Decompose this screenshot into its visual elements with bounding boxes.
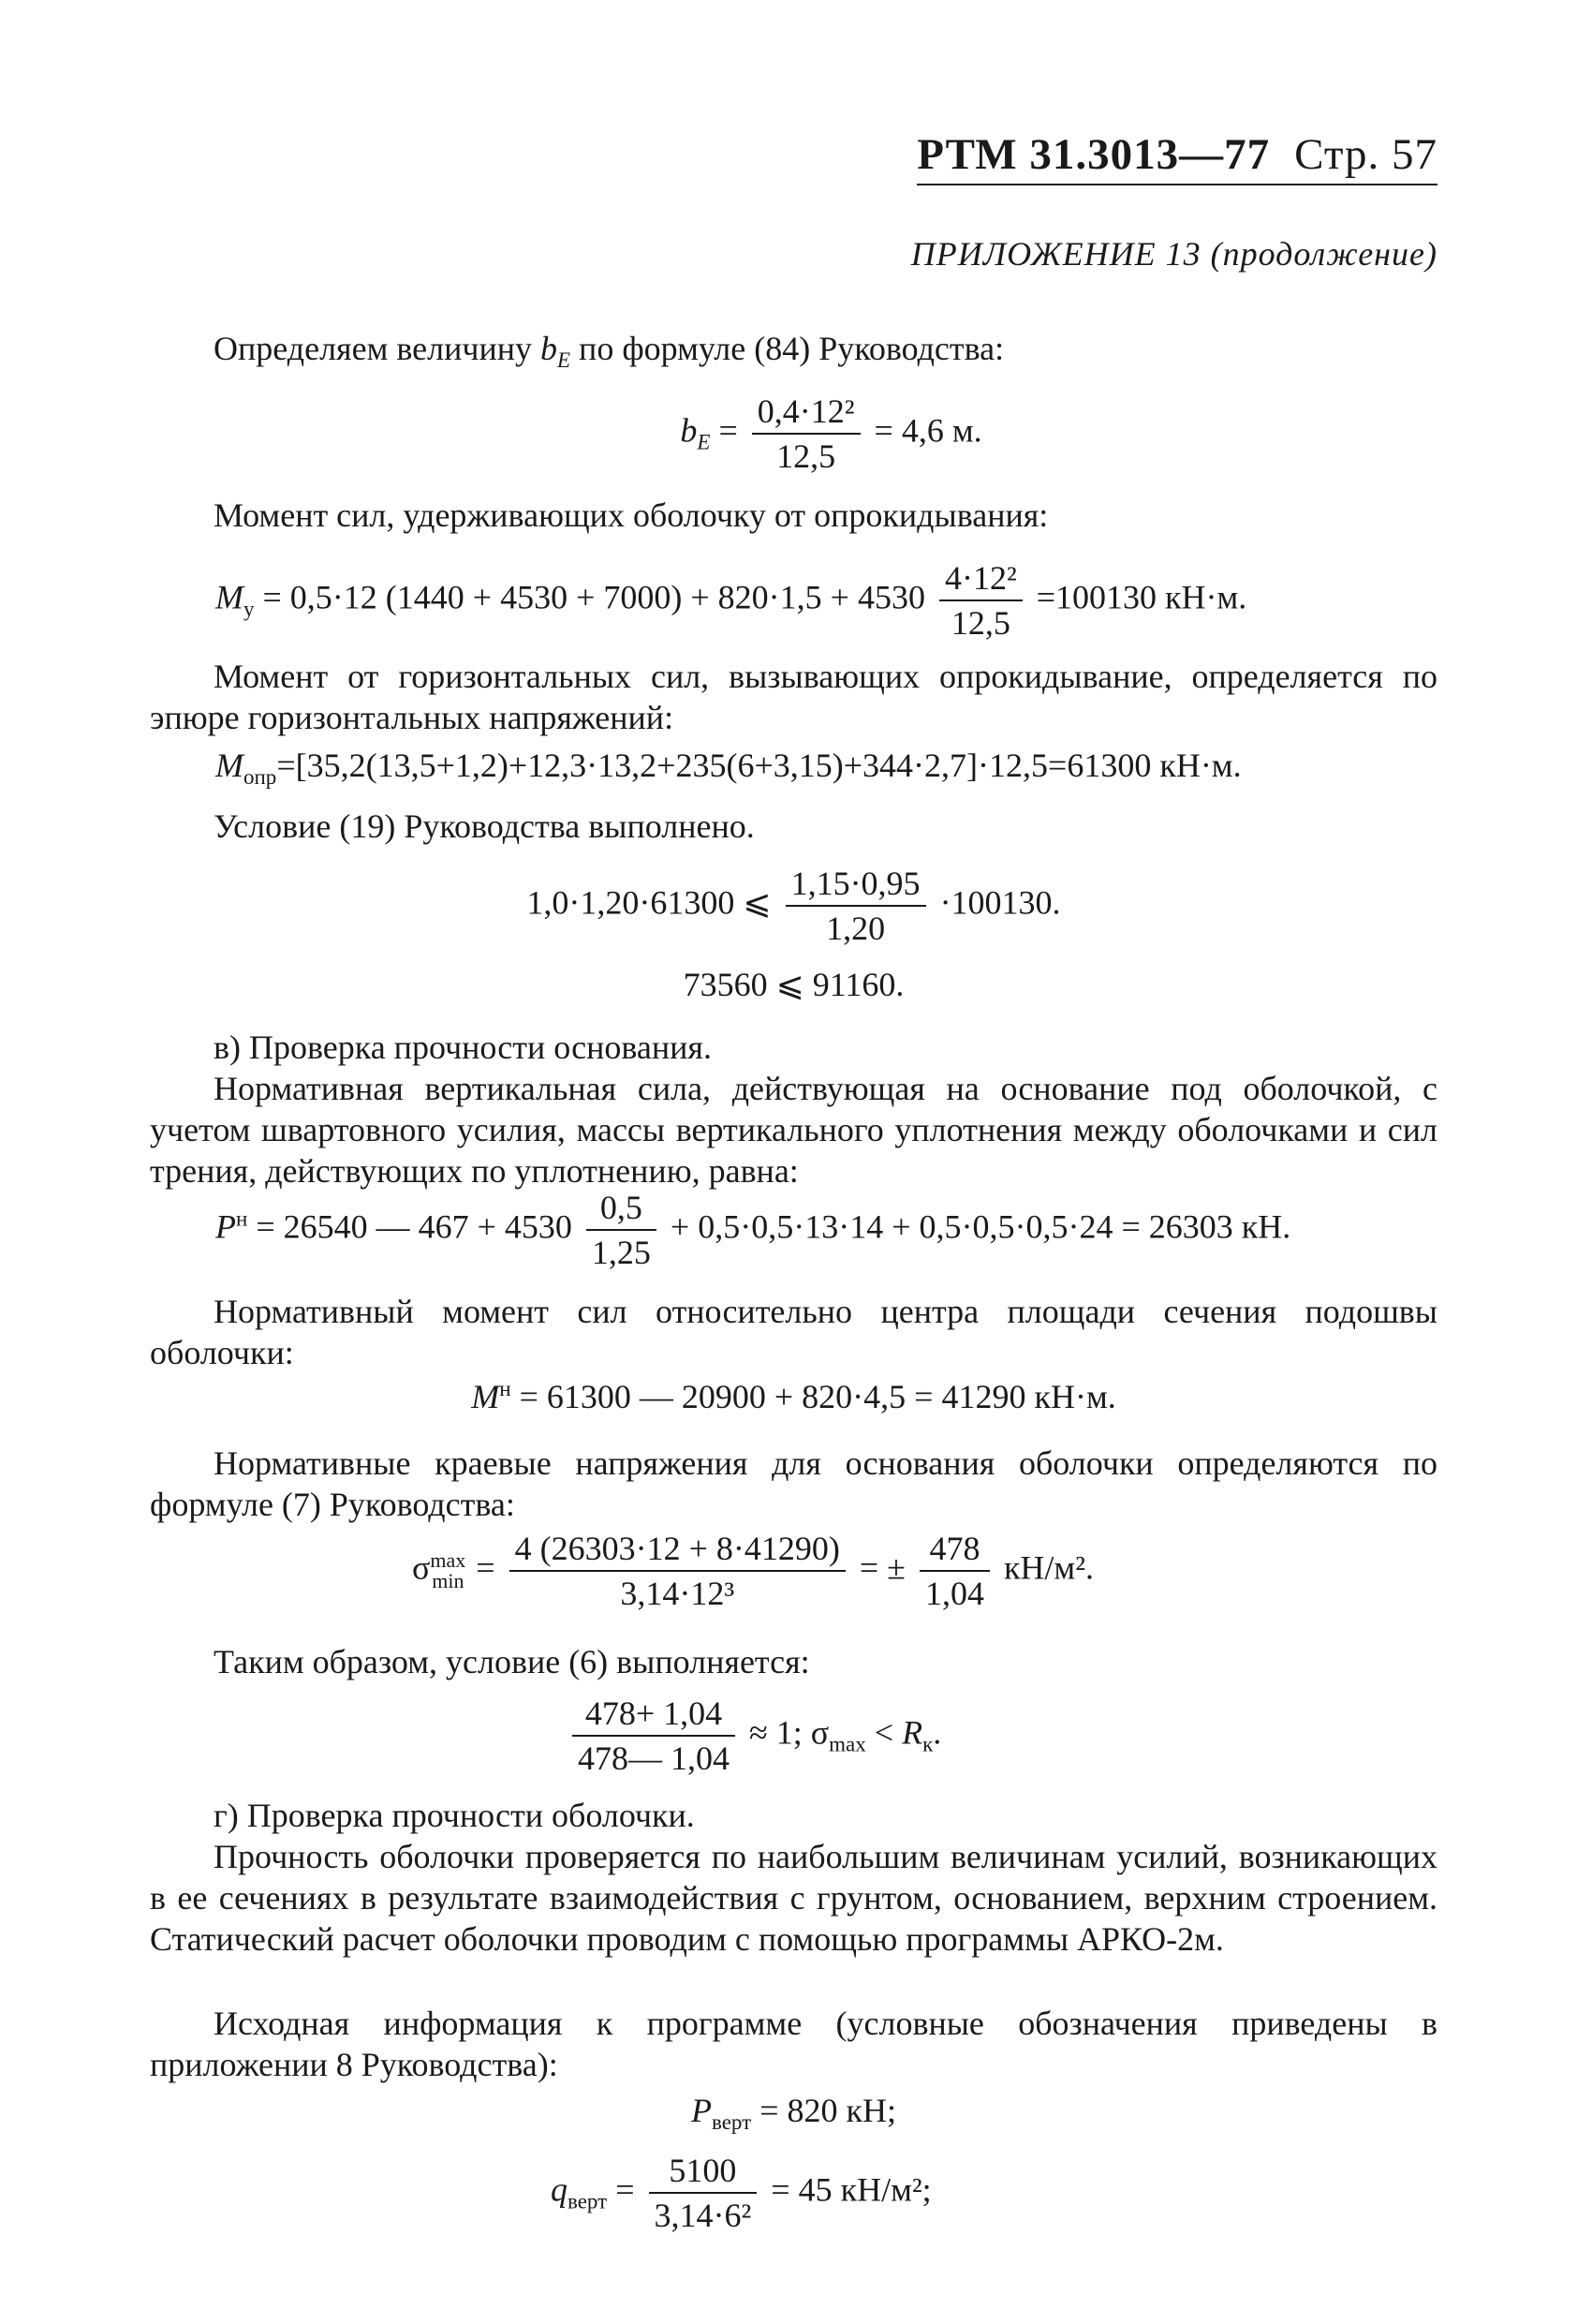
page-number: Стр. 57 (1294, 130, 1437, 179)
formula-My: $M_у = 0,5\cdot 12$ (1440 + 4530 + 7000) + 820·1,5 + 4530 $\frac{\text{4·12²}}{12,5}$ =100130 кН·м. (215, 559, 1247, 642)
formula-bE: $b_E$ = $\frac{\text{0,4·12²}}{12,5}$ = 4,6 м. (680, 392, 982, 475)
section-v-heading: в) Проверка прочности основания. (214, 1029, 712, 1066)
fraction: $\frac{0,5}{1,25}$ (586, 1188, 656, 1272)
formula-Mopr: $M_{опр}=[35,2(13,5+1,2)+12,3\cdot 13,2+235(6+3,15)+344\cdot 2,7]\cdot 12,5=61300$ кН·м. (215, 747, 1242, 790)
document-code: РТМ 31.3013—77 (917, 130, 1271, 179)
paragraph-vertical-force: Нормативная вертикальная сила, действующая на основание под оболочкой, с учетом швартовного усилия, массы вертикального уплотнения между оболочками и сил трения, действующих по уплотнению, равна: (150, 1070, 1437, 1190)
paragraph-normative-moment: Нормативный момент сил относительно центра площади сечения подошвы оболочки: (150, 1293, 1437, 1371)
formula-Pn: $P^н = 26540$ — 467 + 4530 $\frac{0,5}{1,25}$ + 0,5·0,5·13·14 + 0,5·0,5·0,5·24 = 26303 кН. (215, 1189, 1291, 1271)
formula-qvert: $q_{верт}$ = $\frac{5100}{\text{3,14·6²}}$ = 45 кН/м²; (551, 2152, 932, 2234)
paragraph-shell-strength: Прочность оболочки проверяется по наибольшим величинам усилий, возникающих в ее сечениях в результате взаимодействия с грунтом, основанием, верхним строением. Статический расчет оболочки проводим с помощью программы АРКО-2м. (150, 1838, 1437, 1958)
fraction: $\frac{\text{0,4·12²}}{12,5}$ (752, 392, 861, 476)
appendix-label: ПРИЛОЖЕНИЕ 13 (продолжение) (910, 235, 1437, 273)
formula-Pvert: $P_{верт} = 820$ кН; (691, 2092, 896, 2135)
paragraph-edge-stresses: Нормативные краевые напряжения для основания оболочки определяются по формуле (7) Руководства: (150, 1444, 1437, 1523)
page-header (917, 129, 1437, 185)
formula-sigma-max-min: σ max min = $\frac{4 (26303\cdot 12 + 8\cdot 41290)}{\text{3,14·12³}}$ = ± $\frac{478}{1,04}$ кН/м². (412, 1530, 1095, 1612)
paragraph-bE-intro: Определяем величину $b_E$ по формуле (84) Руководства: (214, 330, 1005, 373)
fraction: $\frac{5100}{\text{3,14·6²}}$ (649, 2151, 758, 2235)
paragraph-condition-19: Условие (19) Руководства выполнено. (214, 807, 755, 845)
paragraph-condition-6: Таким образом, условие (6) выполняется: (214, 1643, 810, 1680)
paragraph-input-info: Исходная информация к программе (условные обозначения приведены в приложении 8 Руководства): (150, 2005, 1437, 2083)
section-g-heading: г) Проверка прочности оболочки. (214, 1797, 695, 1834)
paragraph-overturning-moment: Момент от горизонтальных сил, вызывающих опрокидывание, определяется по эпюре горизонтальных напряжений: (150, 658, 1437, 736)
formula-condition-6: $\frac{478+ 1,04}{478— 1,04}$ ≈ 1; $\sigma_{max} < R_к$. (567, 1694, 941, 1778)
fraction: $\frac{478+ 1,04}{478— 1,04}$ (572, 1694, 735, 1778)
paragraph-holding-moment: Момент сил, удерживающих оболочку от опрокидывания: (214, 496, 1049, 534)
fraction: $\frac{1,15\cdot 0,95}{1,20}$ (786, 864, 926, 948)
fraction: $\frac{478}{1,04}$ (920, 1529, 990, 1613)
fraction: $\frac{\text{4·12²}}{12,5}$ (939, 558, 1023, 643)
formula-condition-19: 1,0·1,20·61300 ⩽ $\frac{1,15\cdot 0,95}{1,20}$ ·100130. (526, 865, 1061, 947)
fraction: $\frac{4 (26303\cdot 12 + 8\cdot 41290)}{\text{3,14·12³}}$ (509, 1529, 846, 1613)
formula-Mn: $M^н = 61300$ — 20900 + 820·4,5 = 41290 кН·м. (471, 1377, 1116, 1415)
formula-inequality-result: 73560 ⩽ 91160. (683, 966, 905, 1003)
